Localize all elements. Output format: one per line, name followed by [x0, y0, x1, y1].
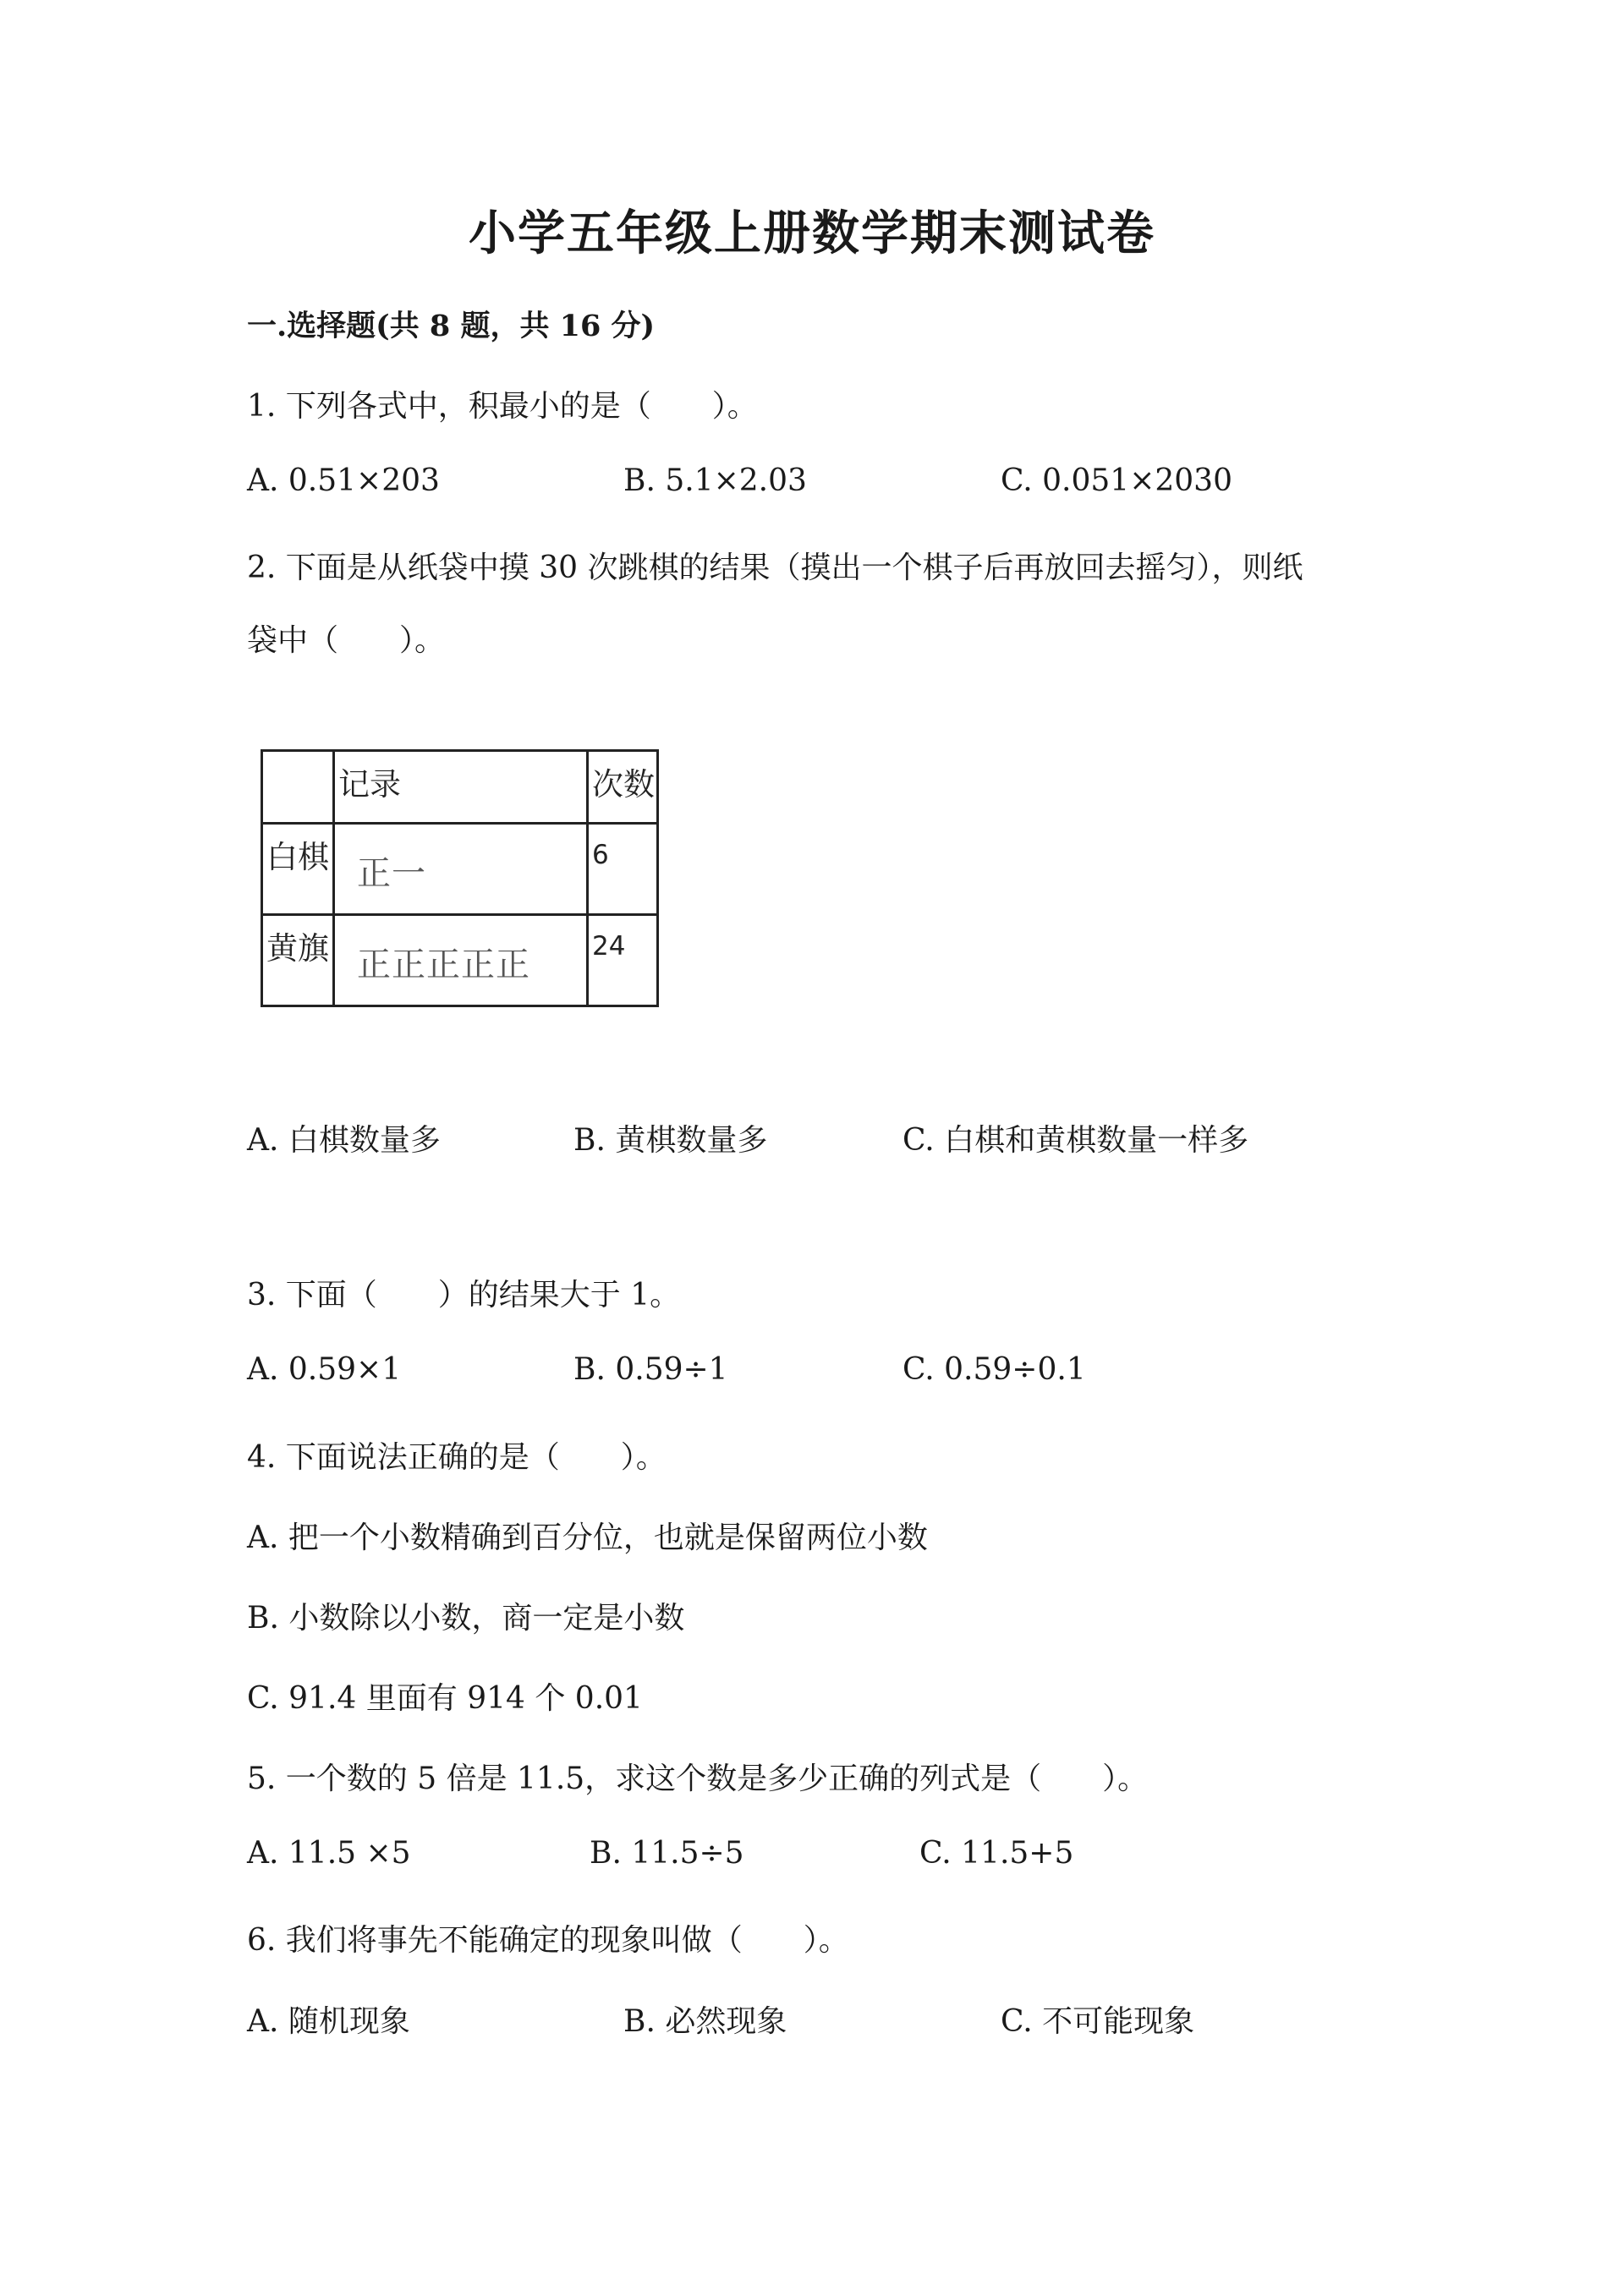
question-3-option-a[interactable]: A. 0.59×1 [247, 1352, 402, 1387]
question-5-stem: 5. 一个数的 5 倍是 11.5，求这个数是多少正确的列式是（ ）。 [247, 1762, 1149, 1796]
question-3-stem: 3. 下面（ ）的结果大于 1。 [247, 1278, 681, 1312]
question-1-option-c[interactable]: C. 0.051×2030 [1001, 463, 1232, 498]
question-1-option-b[interactable]: B. 5.1×2.03 [623, 463, 807, 498]
question-6-option-c[interactable]: C. 不可能现象 [1001, 2004, 1195, 2039]
page-title: 小学五年级上册数学期末测试卷 [469, 205, 1155, 261]
table-header-cell: 次数 [588, 751, 658, 824]
question-5-option-a[interactable]: A. 11.5 ×5 [247, 1836, 411, 1871]
question-5-option-c[interactable]: C. 11.5+5 [919, 1836, 1074, 1871]
question-3-option-b[interactable]: B. 0.59÷1 [573, 1352, 728, 1387]
section-heading: 一.选择题(共 8 题，共 16 分) [247, 309, 656, 343]
question-3-option-c[interactable]: C. 0.59÷0.1 [903, 1352, 1086, 1387]
tally-table [261, 749, 659, 1007]
question-2-stem-line-1: 2. 下面是从纸袋中摸 30 次跳棋的结果（摸出一个棋子后再放回去摇匀），则纸 [247, 551, 1303, 585]
row-tally-marks: 正一 [334, 824, 588, 915]
question-6-option-b[interactable]: B. 必然现象 [623, 2004, 787, 2039]
question-5-option-b[interactable]: B. 11.5÷5 [590, 1836, 744, 1871]
question-6-stem: 6. 我们将事先不能确定的现象叫做（ ）。 [247, 1923, 849, 1958]
table-header-row [262, 751, 658, 824]
question-4-option-c[interactable]: C. 91.4 里面有 914 个 0.01 [247, 1681, 643, 1716]
question-4-option-a[interactable]: A. 把一个小数精确到百分位，也就是保留两位小数 [247, 1521, 928, 1555]
table-header-cell: 记录 [334, 751, 588, 824]
question-6-option-a[interactable]: A. 随机现象 [247, 2004, 410, 2039]
question-4-stem: 4. 下面说法正确的是（ ）。 [247, 1440, 667, 1475]
table-row [262, 824, 658, 915]
row-label: 白棋 [262, 824, 334, 915]
question-2-stem-line-2: 袋中（ ）。 [247, 623, 446, 658]
table-row [262, 915, 658, 1006]
question-1-stem: 1. 下列各式中，积最小的是（ ）。 [247, 389, 758, 424]
question-1-option-a[interactable]: A. 0.51×203 [247, 463, 440, 498]
row-label: 黄旗 [262, 915, 334, 1006]
row-count: 24 [588, 915, 658, 1006]
question-4-option-b[interactable]: B. 小数除以小数，商一定是小数 [247, 1601, 685, 1636]
question-2-option-c[interactable]: C. 白棋和黄棋数量一样多 [903, 1123, 1249, 1158]
table-header-cell [262, 751, 334, 824]
row-count: 6 [588, 824, 658, 915]
question-2-option-b[interactable]: B. 黄棋数量多 [573, 1123, 768, 1158]
row-tally-marks: 正正正正正 [334, 915, 588, 1006]
question-2-option-a[interactable]: A. 白棋数量多 [247, 1123, 441, 1158]
